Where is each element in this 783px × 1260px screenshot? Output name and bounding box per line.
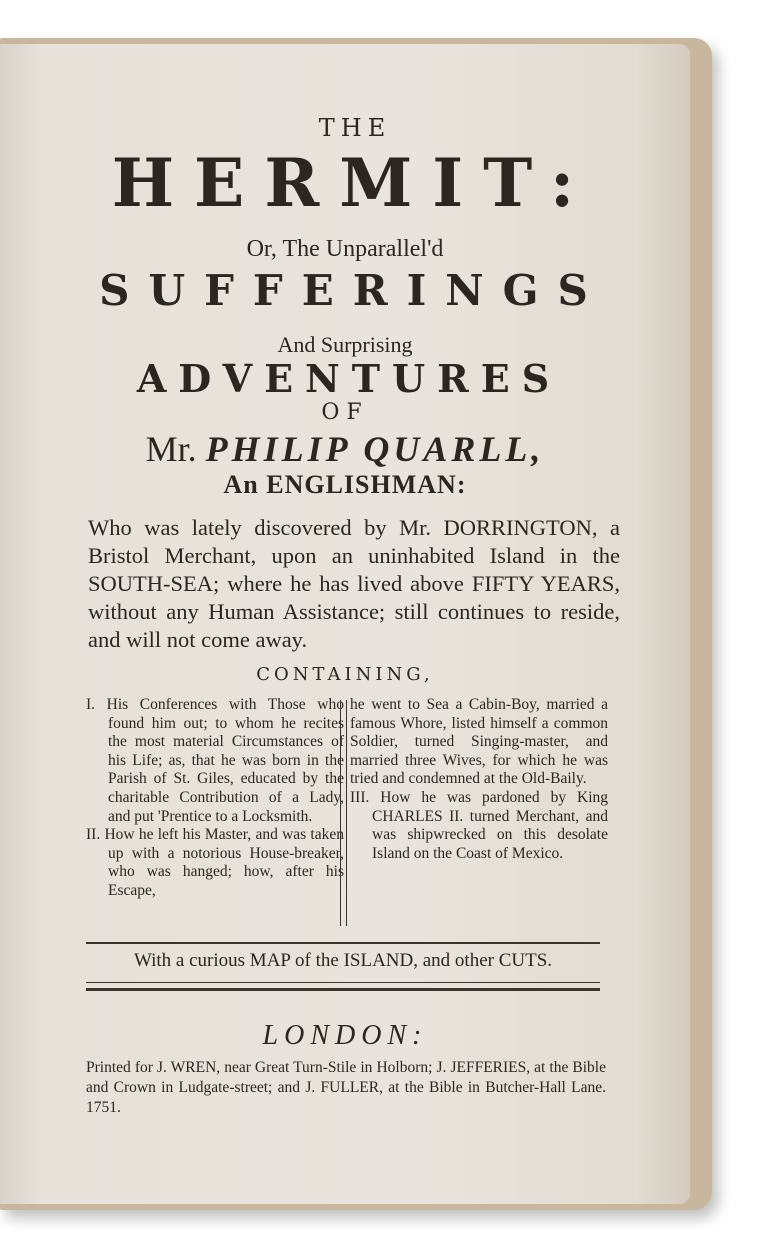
subtitle-or: Or, The Unparallel'd: [246, 236, 444, 262]
subtitle-surprising: And Surprising: [277, 332, 413, 357]
imprint-city: LONDON:: [262, 1020, 428, 1051]
contents-left-column: [86, 696, 344, 901]
contents-item-2-continued: he went to Sea a Cabin-Boy, married a famous Whore, listed himself a common Soldier, turned Singing-master, and married three Wives, for which he was tried and condemned at the Old-Baily.: [350, 696, 608, 788]
contents-right-column: [350, 696, 608, 863]
column-divider: [340, 700, 347, 926]
containing-heading: CONTAINING,: [256, 664, 434, 685]
hero-honorific: Mr.: [145, 429, 197, 469]
rule-top: [86, 942, 600, 944]
title-page: [0, 44, 690, 1204]
title-of: OF: [321, 400, 369, 425]
map-line: With a curious MAP of the ISLAND, and other CUTS.: [133, 950, 553, 971]
description-paragraph: Who was lately discovered by Mr. DORRINGTON, a Bristol Merchant, upon an uninhabited Island in the SOUTH-SEA; where he has lived above FIFTY YEARS, without any Human Assistance; still continues to reside, and will not come away.: [88, 515, 620, 652]
title-hermit: HERMIT:: [111, 144, 595, 222]
rule-bottom-thick: [86, 988, 600, 991]
rule-bottom-thin: [86, 982, 600, 983]
title-the: THE: [318, 114, 392, 142]
contents-item-2: II. How he left his Master, and was taken up with a notorious House-breaker, who was hanged; how, after his Escape,: [86, 826, 344, 899]
title-sufferings: SUFFERINGS: [99, 266, 607, 315]
contents-item-1: I. His Conferences with Those who found him out; to whom he recites the most material Circumstances of his Life; as, that he was born in the Parish of St. Giles, educated by the charitable Contribution of a Lady, and put 'Prentice to a Locksmith.: [86, 696, 344, 825]
hero-full-name: PHILIP QUARLL,: [205, 429, 545, 469]
hero-name: [0, 428, 690, 470]
title-adventures: ADVENTURES: [136, 356, 562, 401]
contents-item-3: III. How he was pardoned by King CHARLES II. turned Merchant, and was shipwrecked on this desolate Island on the Coast of Mexico.: [350, 788, 608, 862]
hero-nationality: An ENGLISHMAN:: [223, 470, 467, 499]
imprint-text: Printed for J. WREN, near Great Turn-Stile in Holborn; J. JEFFERIES, at the Bible and Crown in Ludgate-street; and J. FULLER, at the Bible in Butcher-Hall Lane. 1751.: [86, 1059, 606, 1116]
